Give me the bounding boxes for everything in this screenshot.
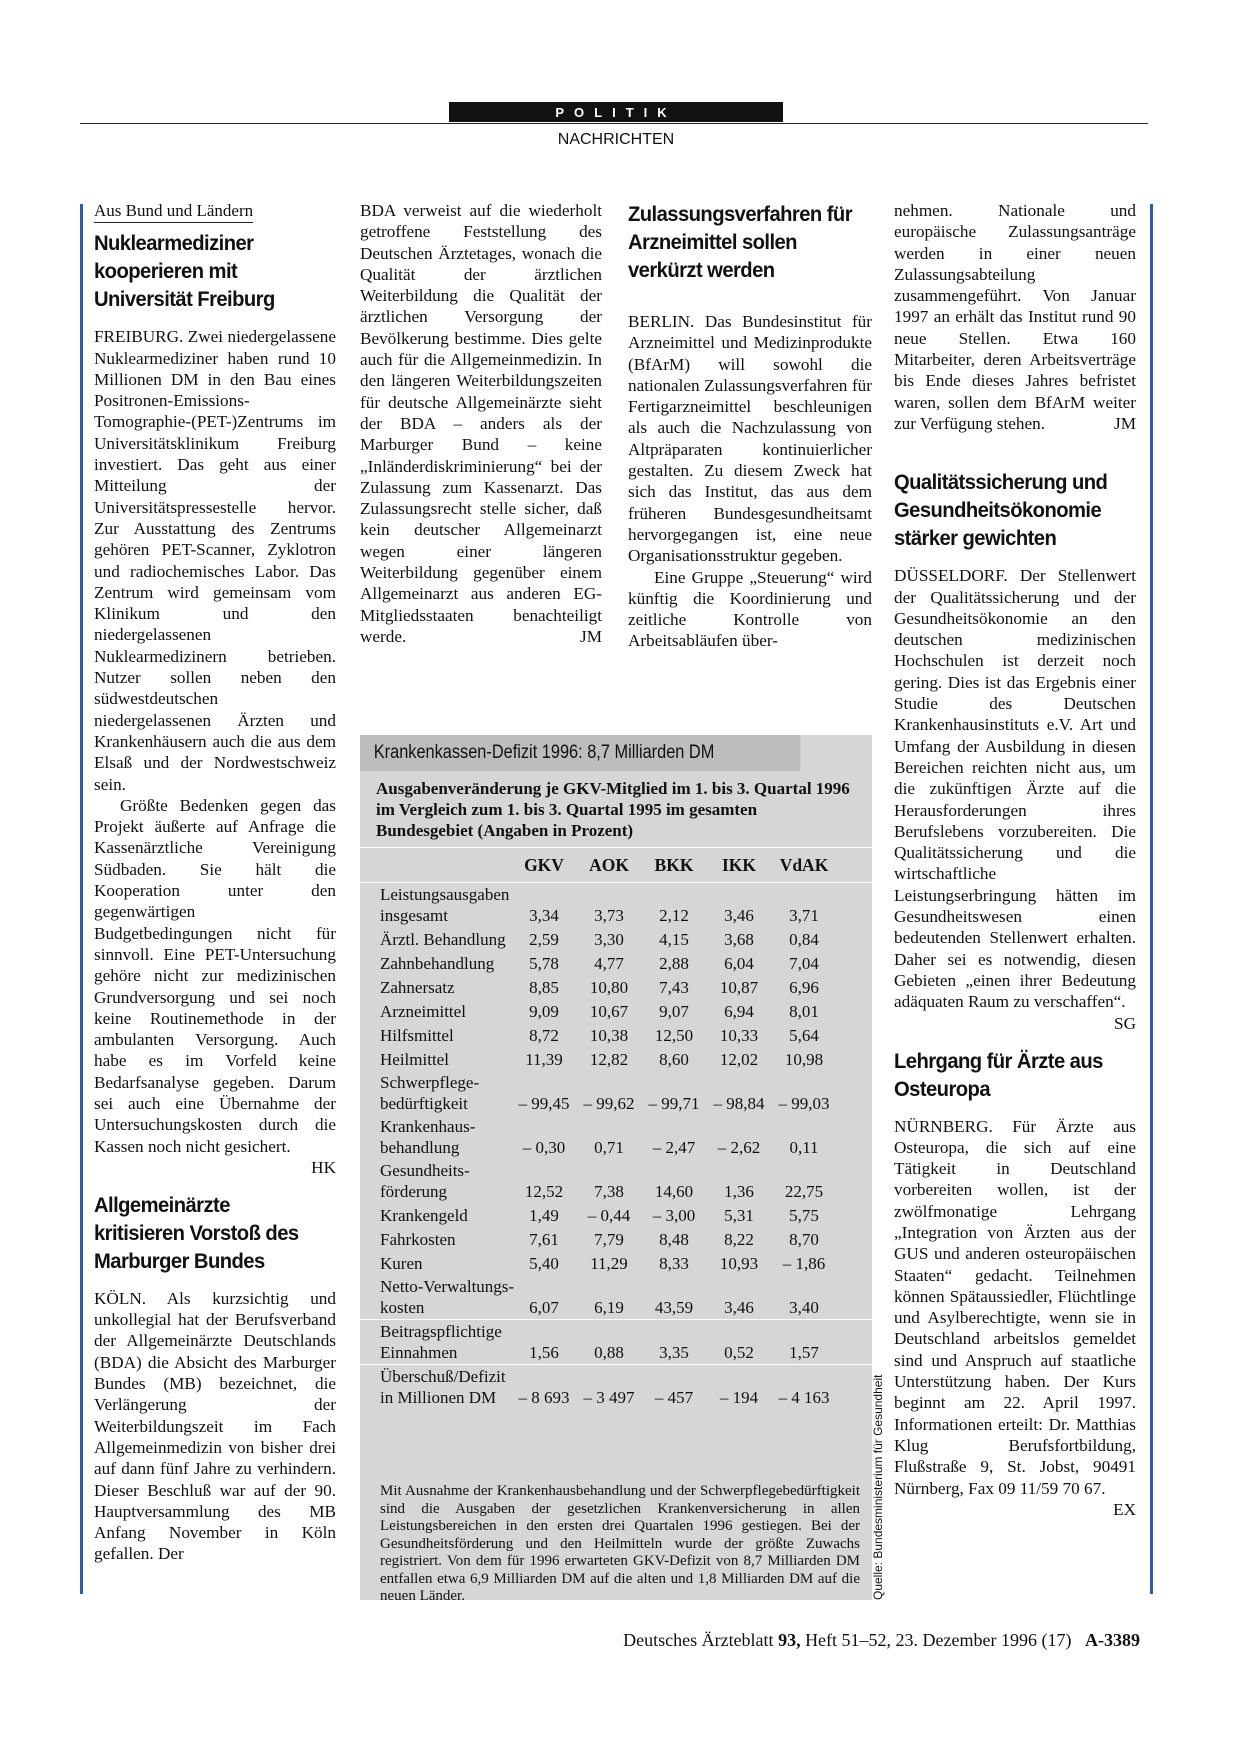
article-paragraph: BERLIN. Das Bundesinstitut für Arzneimittel und Medizinprodukte (BfArM) will sowohl die nationalen Zulassungsverfahren für Fertigarzneimittel beschleunigen als auch die Nachzulassung von Altpräparaten kontinuierlicher gestalten. Zu diesem Zweck hat sich das Institut, das aus dem früheren Bundesgesundheitsamt hervorgegangen ist, eine neue Organisationsstruktur gegeben. [628, 312, 872, 566]
table-row [360, 1071, 872, 1115]
article-title-zulassungsverfahren: Zulassungsverfahren für Arzneimittel sollen verkürzt werden [628, 202, 852, 282]
table-cell: 8,48 [659, 1230, 689, 1249]
table-row-label: Hilfsmittel [380, 1026, 454, 1045]
table-row-label: Fahrkosten [380, 1230, 456, 1249]
table-cell: – 2,62 [717, 1138, 761, 1157]
article-title-nuklearmediziner: Nuklearmediziner kooperieren mit Universität Freiburg [94, 231, 275, 312]
table-row-label: Schwerpflege- bedürftigkeit [380, 1073, 480, 1113]
table-cell: – 457 [654, 1388, 694, 1407]
table-column-header: GKV [524, 855, 564, 875]
article-paragraph: DÜSSELDORF. Der Stellenwert der Qualitätssicherung und der Gesundheitsökonomie an den deutschen medizinischen Hochschulen ist derzeit noch gering. Dies ist das Ergebnis einer Studie des Deutschen Krankenhausinstituts e.V. Art und Umfang der Ausbildung in diesen Bereichen reichten nicht aus, um die zukünftigen Ärzte auf die Herausforderungen ihres Berufslebens vorzubereiten. Die Qualitätssicherung und die wirtschaftliche Leistungserbringung hätten im Gesundheitswesen einen bedeutenden Stellenwert erhalten. Daher sei es notwendig, diesen Gebieten „einen ihrer Bedeutung adäquaten Raum zu verschaffen“. SG [894, 566, 1136, 1033]
subsection-label: NACHRICHTEN [557, 131, 675, 148]
table-cell: 7,38 [594, 1182, 624, 1201]
table-row [360, 1227, 872, 1251]
author-signature: EX [1113, 1499, 1136, 1519]
table-cell: 11,29 [590, 1254, 628, 1273]
table-cell: 3,46 [724, 906, 754, 925]
table-cell: 22,75 [784, 1182, 824, 1201]
article-title-allgemeinaerzte: Allgemeinärzte kritisieren Vorstoß des Marburger Bundes [94, 1192, 299, 1273]
table-cell: 14,60 [654, 1182, 694, 1201]
table-cell: 5,64 [789, 1026, 819, 1045]
table-cell: – 3 497 [583, 1388, 635, 1407]
issue-info: Heft 51–52, 23. Dezember 1996 (17) [805, 1630, 1072, 1650]
table-row-label: Zahnersatz [380, 978, 455, 997]
article-paragraph: BDA verweist auf die wiederholt getroffene Feststellung des Deutschen Ärztetages, wonach die Qualität der ärztlichen Weiterbildung die Qualität der ärztlichen Versorgung der Bevölkerung bestimme. Dies gelte auch für die Allgemeinmedizin. In den längeren Weiterbildungszeiten für deutsche Allgemeinärzte sieht der BDA – anders als der Marburger Bund – keine „Inländerdiskriminierung“ bei der Zulassung zum Kassenarzt. Das Zulassungsrecht stelle sicher, daß kein deutscher Allgemeinarzt wegen einer längeren Weiterbildung gegenüber einem Allgemeinarzt aus anderen EG-Mitgliedsstaaten benachteiligt werde. JM [360, 201, 602, 646]
table-cell: 3,46 [724, 1298, 754, 1317]
table-row-label: Krankengeld [380, 1206, 468, 1225]
table-cell: 11,39 [525, 1050, 563, 1069]
table-cell: 1,36 [724, 1182, 754, 1201]
author-signature: SG [1114, 1013, 1136, 1033]
table-note: Mit Ausnahme der Krankenhausbehandlung und der Schwerpflegebedürftigkeit sind die Ausgaben der gesetzlichen Krankenversicherung in allen Leistungsbereichen in den ersten drei Quartalen 1996 gestiegen. Bei der Gesundheitsförderung und den Heilmitteln wurde der größte Zuwachs registriert. Von dem für 1996 erwarteten GKV-Defizit von 8,7 Milliarden DM entfallen etwa 6,9 Milliarden DM auf die alten und 1,8 Milliarden DM auf die neuen Länder. [380, 1483, 860, 1604]
table-cell: 5,31 [724, 1206, 754, 1225]
table-cell: 5,78 [529, 954, 559, 973]
table-cell: – 4 163 [778, 1388, 830, 1407]
table-cell: 6,94 [724, 1002, 754, 1021]
table-cell: 3,30 [594, 930, 624, 949]
table-cell: 12,02 [719, 1050, 759, 1069]
table-cell: 4,15 [659, 930, 689, 949]
table-cell: 0,88 [594, 1343, 624, 1362]
table-row-label: Netto-Verwaltungs- kosten [380, 1277, 515, 1317]
table-row [360, 1319, 872, 1364]
journal-volume: 93, [778, 1630, 801, 1650]
table-cell: – 2,47 [652, 1138, 696, 1157]
table-column-header: VdAK [779, 855, 829, 875]
table-cell: 10,67 [589, 1002, 629, 1021]
table-row-label: Heilmittel [380, 1050, 449, 1069]
table-cell: 7,04 [789, 954, 819, 973]
table-row [360, 1159, 872, 1203]
table-cell: – 99,62 [583, 1094, 635, 1113]
table-row [360, 951, 872, 975]
table-cell: 10,98 [784, 1050, 824, 1069]
table-row-label: Arzneimittel [380, 1002, 466, 1021]
author-signature: HK [311, 1157, 336, 1177]
table-row-label: Zahnbehandlung [380, 954, 495, 973]
table-cell: 5,75 [789, 1206, 819, 1225]
table-cell: 0,52 [724, 1343, 754, 1362]
statistics-table [360, 735, 872, 1604]
column-4 [894, 200, 1136, 1520]
table-cell: 8,01 [789, 1002, 819, 1021]
table-row-label: Beitragspflichtige Einnahmen [380, 1322, 502, 1362]
table-cell: 3,40 [789, 1298, 819, 1317]
table-cell: 10,93 [719, 1254, 759, 1273]
table-cell: 3,35 [659, 1343, 689, 1362]
table-row [360, 1023, 872, 1047]
table-source: Quelle: Bundesministerium für Gesundheit [871, 1374, 885, 1600]
table-cell: 8,72 [529, 1026, 559, 1045]
table-row [360, 1203, 872, 1227]
table-cell: 2,88 [659, 954, 689, 973]
table-title: Krankenkassen-Defizit 1996: 8,7 Milliarden DM [360, 735, 800, 771]
page-footer [623, 1630, 1140, 1651]
table-cell: 0,84 [789, 930, 819, 949]
article-title-lehrgang: Lehrgang für Ärzte aus Osteuropa [894, 1048, 1103, 1101]
table-cell: 9,09 [529, 1002, 559, 1021]
column-1 [94, 200, 336, 1565]
table-column-header: AOK [589, 855, 629, 875]
table-column-header: BKK [654, 855, 694, 875]
table-column-header: IKK [721, 855, 757, 875]
table-cell: 10,33 [719, 1026, 759, 1045]
journal-name: Deutsches Ärzteblatt [623, 1630, 774, 1650]
article-paragraph: FREIBURG. Zwei niedergelassene Nuklearmediziner haben rund 10 Millionen DM in den Bau eines Positronen-Emissions-Tomographie-(PET-)Zentrums im Universitätsklinikum Freiburg investiert. Das geht aus einer Mitteilung der Universitätspressestelle hervor. Zur Ausstattung des Zentrums gehören PET-Scanner, Zyklotron und radiochemisches Labor. Das Zentrum wird gemeinsam vom Klinikum und den niedergelassenen Nuklearmedizinern betrieben. Nutzer sollen neben den südwestdeutschen niedergelassenen Ärzten und Krankenhäusern auch die aus dem Elsaß und der Nordwestschweiz sein. [94, 327, 336, 794]
table-row [360, 927, 872, 951]
table-row [360, 1364, 872, 1409]
table-cell: 12,50 [654, 1026, 694, 1045]
table-row-label: Leistungsausgaben insgesamt [380, 885, 510, 925]
table-cell: – 98,84 [713, 1094, 765, 1113]
article-title-qualitaetssicherung: Qualitätssicherung und Gesundheitsökonomie stärker gewichten [894, 470, 1108, 551]
left-accent-bar [80, 204, 83, 1594]
table-cell: 8,70 [789, 1230, 819, 1249]
table-cell: 6,04 [724, 954, 754, 973]
article-paragraph: nehmen. Nationale und europäische Zulassungsanträge werden in einer neuen Zulassungsabteilung zusammengeführt. Von Januar 1997 an erhält das Institut rund 90 neue Stellen. Etwa 160 Mitarbeiter, deren Arbeitsverträge bis Ende dieses Jahres befristet waren, sollen dem BfArM weiter zur Verfügung stehen. JM [894, 201, 1136, 433]
table-cell: 7,43 [659, 978, 689, 997]
right-accent-bar [1150, 204, 1153, 1594]
table-cell: 10,87 [719, 978, 759, 997]
article-paragraph: NÜRNBERG. Für Ärzte aus Osteuropa, die sich auf eine Tätigkeit in Deutschland vorbereiten wollen, ist der zwölfmonatige Lehrgang „Integration von Ärzten aus der GUS und anderen osteuropäischen Staaten“ gedacht. Teilnehmen können Spätaussiedler, Flüchtlinge und Asylberechtigte, wenn sie in Deutschland arbeitslos gemeldet sind und Anspruch auf staatliche Unterstützung haben. Der Kurs beginnt am 22. April 1997. Informationen erteilt: Dr. Matthias Klug Berufsfortbildung, Flußstraße 9, St. Jobst, 90491 Nürnberg, Fax 09 11/59 70 67. EX [894, 1116, 1136, 1519]
table-cell: 7,61 [529, 1230, 559, 1249]
table-cell: 0,11 [789, 1138, 819, 1157]
table-cell: 9,07 [659, 1002, 689, 1021]
table-cell: 8,60 [659, 1050, 689, 1069]
table-cell: 2,12 [659, 906, 689, 925]
table-cell: 3,68 [724, 930, 754, 949]
table-cell: 6,07 [529, 1298, 559, 1317]
table-cell: – 99,45 [518, 1094, 570, 1113]
table-subtitle: Ausgabenveränderung je GKV-Mitglied im 1. bis 3. Quartal 1996 im Vergleich zum 1. bis 3. Quartal 1995 im gesamten Bundesgebiet (Angaben in Prozent) [376, 779, 850, 840]
table-cell: – 8 693 [518, 1388, 570, 1407]
table-cell: 0,71 [594, 1138, 624, 1157]
author-signature: JM [580, 626, 602, 646]
article-paragraph: Größte Bedenken gegen das Projekt äußerte auf Anfrage die Kassenärztliche Vereinigung Südbaden. Sie hält die Kooperation unter den gegenwärtigen Budgetbedingungen nicht für sinnvoll. Eine PET-Untersuchung gehöre nicht zur medizinischen Grundversorgung und sei noch keine Routinemethode in der ambulanten Versorgung. Auch habe es im Vorfeld keine Bedarfsanalyse gegeben. Darum sei auch eine Übernahme der Untersuchungskosten durch die Kassen noch nicht gesichert. HK [94, 795, 336, 1177]
header-rule [80, 123, 1148, 124]
table-row [360, 1115, 872, 1159]
table-row [360, 975, 872, 999]
table-body [360, 883, 872, 1409]
table-cell: 3,71 [789, 906, 819, 925]
table-cell: 4,77 [594, 954, 624, 973]
table-cell: 8,33 [659, 1254, 689, 1273]
page-number: A-3389 [1085, 1630, 1140, 1650]
table-cell: 12,52 [524, 1182, 564, 1201]
table-cell: – 99,71 [648, 1094, 700, 1113]
column-3 [628, 200, 872, 652]
table-cell: – 0,44 [587, 1206, 631, 1225]
table-cell: 6,19 [594, 1298, 624, 1317]
table-row-label: Ärztl. Behandlung [380, 930, 506, 949]
table-row-label: Krankenhaus- behandlung [380, 1117, 476, 1157]
table-row [360, 999, 872, 1023]
table-cell: 3,73 [594, 906, 624, 925]
table-cell: 1,57 [789, 1343, 819, 1362]
author-signature: JM [1114, 413, 1136, 433]
table-cell: 6,96 [789, 978, 819, 997]
table-header-row [360, 847, 872, 883]
table-cell: – 0,30 [522, 1138, 566, 1157]
table-row-label: Gesundheits- förderung [380, 1161, 470, 1201]
table-row [360, 883, 872, 927]
table-cell: – 99,03 [778, 1094, 830, 1113]
table-cell: – 194 [719, 1388, 759, 1407]
table-row [360, 1251, 872, 1275]
table-cell: 8,85 [529, 978, 559, 997]
table-cell: 7,79 [594, 1230, 624, 1249]
table-cell: 8,22 [724, 1230, 754, 1249]
table-row [360, 1047, 872, 1071]
table-cell: 2,59 [529, 930, 559, 949]
table-cell: 43,59 [654, 1298, 694, 1317]
table-row-label: Überschuß/Defizit in Millionen DM [380, 1367, 506, 1407]
article-paragraph: Eine Gruppe „Steuerung“ wird künftig die Koordinierung und zeitliche Kontrolle von Arbeitsabläufen über- [628, 567, 872, 651]
table-cell: – 1,86 [782, 1254, 826, 1273]
article-paragraph: KÖLN. Als kurzsichtig und unkollegial hat der Berufsverband der Allgemeinärzte Deutschlands (BDA) die Absicht des Marburger Bundes (MB) bezeichnet, die Verlängerung der Weiterbildungszeit im Fach Allgemeinmedizin von bisher drei auf dann fünf Jahre zu verhindern. Dieser Beschluß war auf der 90. Hauptversammlung des MB Anfang November in Köln gefallen. Der [94, 1288, 336, 1564]
table-cell: – 3,00 [652, 1206, 696, 1225]
column-2 [360, 200, 602, 647]
table-row [360, 1275, 872, 1319]
table-cell: 3,34 [529, 906, 559, 925]
table-cell: 1,49 [529, 1206, 559, 1225]
table-cell: 1,56 [529, 1343, 559, 1362]
section-label: POLITIK [449, 102, 783, 122]
table-cell: 12,82 [589, 1050, 629, 1069]
table-row-label: Kuren [380, 1254, 423, 1273]
table-cell: 10,38 [589, 1026, 629, 1045]
table-cell: 5,40 [529, 1254, 559, 1273]
rubric: Aus Bund und Ländern [94, 200, 253, 223]
table-cell: 10,80 [589, 978, 629, 997]
